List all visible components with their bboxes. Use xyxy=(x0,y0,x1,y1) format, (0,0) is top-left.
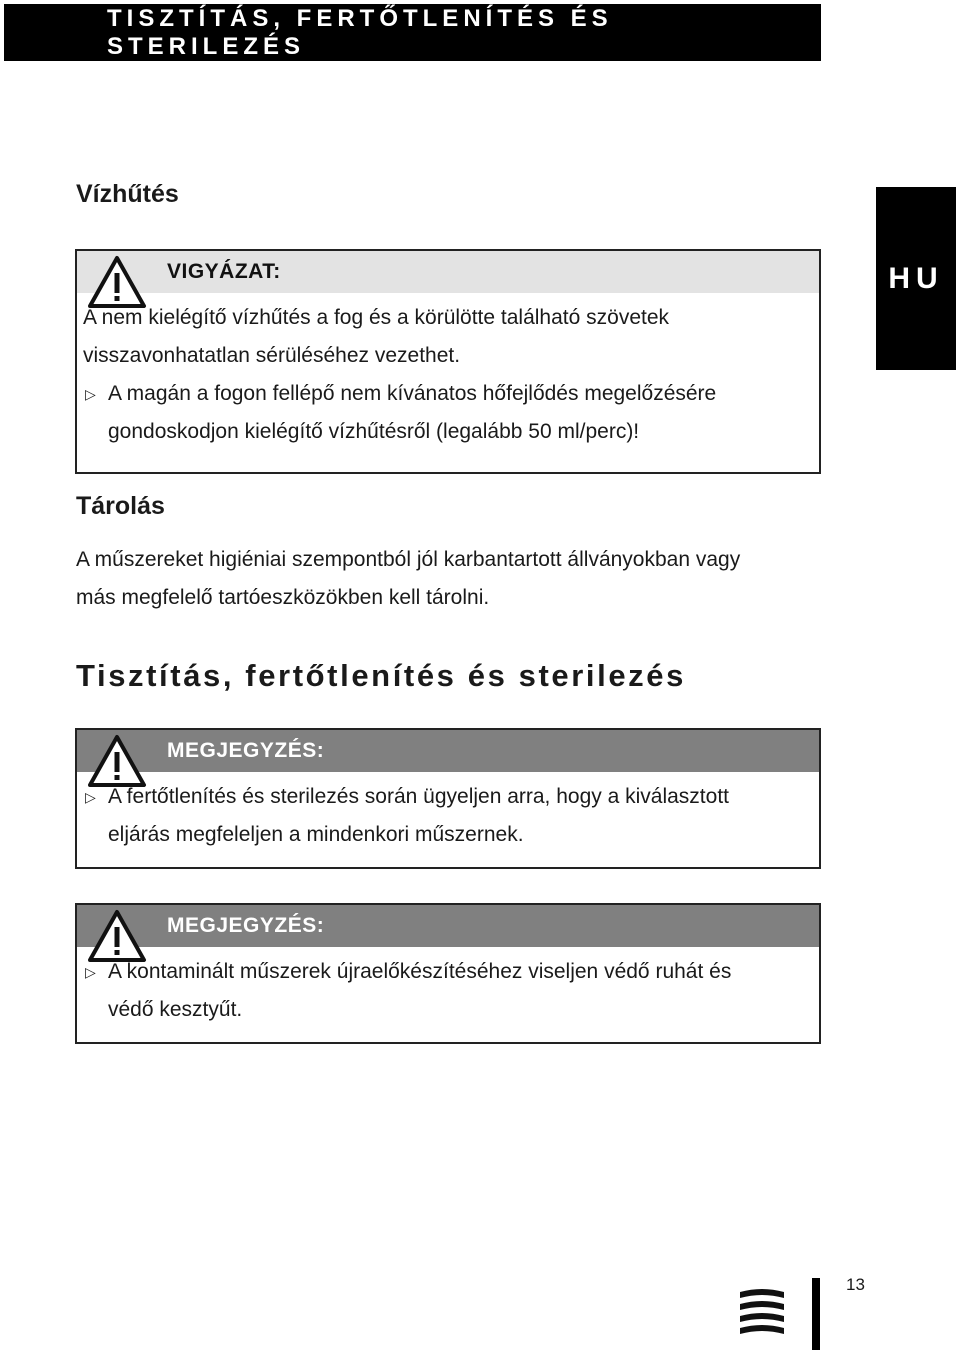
bullet-triangle-icon: ▷ xyxy=(85,789,96,805)
language-tab-label: HU xyxy=(888,261,944,295)
note-label-2: MEGJEGYZÉS: xyxy=(77,905,819,947)
bullet-triangle-icon: ▷ xyxy=(85,964,96,980)
note-body-2 xyxy=(77,947,819,1037)
warning-triangle-icon xyxy=(87,734,147,788)
brand-logo-icon xyxy=(738,1286,786,1334)
caution-body xyxy=(77,293,819,459)
page-number: 13 xyxy=(846,1275,865,1294)
note-notice-1 xyxy=(75,728,821,869)
storage-text-line-1: A műszereket higiéniai szempontból jól karbantartott állványokban vagy xyxy=(76,548,741,571)
cooling-heading: Vízhűtés xyxy=(76,180,179,208)
note-1-line-1: A fertőtlenítés és sterilezés során ügyeljen arra, hogy a kiválasztott xyxy=(108,785,729,808)
warning-triangle-icon xyxy=(87,909,147,963)
note-notice-2 xyxy=(75,903,821,1044)
language-tab xyxy=(876,187,956,370)
caution-bullet xyxy=(83,375,809,451)
storage-heading: Tárolás xyxy=(76,492,165,520)
caution-label: VIGYÁZAT: xyxy=(77,251,819,293)
note-2-line-1: A kontaminált műszerek újraelőkészítéséhez viseljen védő ruhát és xyxy=(108,960,732,983)
storage-text xyxy=(76,541,836,617)
note-1-line-2: eljárás megfeleljen a mindenkori műszernek. xyxy=(108,823,524,846)
header-title: TISZTÍTÁS, FERTŐTLENÍTÉS ÉS STERILEZÉS xyxy=(107,4,613,60)
storage-text-line-2: más megfelelő tartóeszközökben kell tárolni. xyxy=(76,586,490,609)
note-bullet-2 xyxy=(83,953,809,1029)
note-2-line-2: védő kesztyűt. xyxy=(108,998,243,1021)
cleaning-heading: Tisztítás, fertőtlenítés és sterilezés xyxy=(76,658,686,693)
caution-text-line-2: visszavonhatatlan sérüléséhez vezethet. xyxy=(83,344,461,367)
caution-text-line-1: A nem kielégítő vízhűtés a fog és a körülötte található szövetek xyxy=(83,306,670,329)
note-label-1: MEGJEGYZÉS: xyxy=(77,730,819,772)
note-bullet-1 xyxy=(83,778,809,854)
bullet-triangle-icon: ▷ xyxy=(85,386,96,402)
header-bar xyxy=(4,4,821,61)
warning-triangle-icon xyxy=(87,255,147,309)
caution-notice xyxy=(75,249,821,474)
caution-bullet-line-1: A magán a fogon fellépő nem kívánatos hőfejlődés megelőzésére xyxy=(108,382,717,405)
note-body-1 xyxy=(77,772,819,862)
caution-bullet-line-2: gondoskodjon kielégítő vízhűtésről (legalább 50 ml/perc)! xyxy=(108,420,640,443)
footer-divider xyxy=(812,1278,820,1350)
